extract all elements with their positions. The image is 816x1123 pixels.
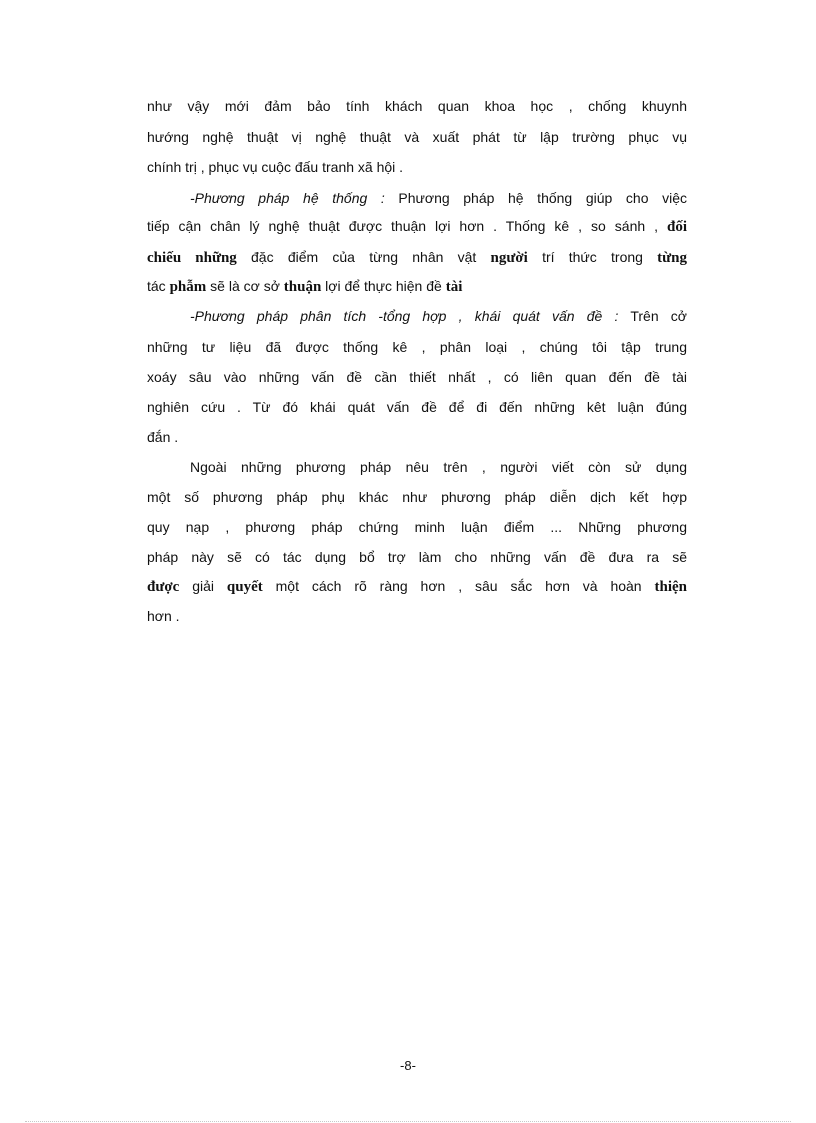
text-span: tiếp cận chân lý nghệ thuật được thuận lợi hơn . Thống kê , so sánh , — [147, 218, 659, 234]
paragraph-heading-line — [190, 188, 687, 208]
text-line: Ngoài những phương pháp nêu trên , người viết còn sử dụng — [190, 459, 687, 475]
text-line — [147, 247, 687, 268]
text-line: nghiên cứu . Từ đó khái quát vấn đề để đi đến những kêt luận đúng — [147, 399, 687, 415]
text-line: một số phương pháp phụ khác như phương pháp diễn dịch kết hợp — [147, 489, 687, 505]
text-span: lợi để thực hiện đề — [321, 278, 446, 294]
paragraph-heading-line — [190, 306, 687, 326]
method-heading: -Phương pháp hệ thống : — [190, 190, 385, 206]
bold-word: được — [147, 579, 180, 595]
text-line — [147, 576, 687, 597]
text-line: như vậy mới đảm bảo tính khách quan khoa học , chống khuynh — [147, 98, 687, 114]
text-line — [147, 216, 687, 237]
bold-word: đối — [667, 219, 688, 235]
bold-word: thiện — [654, 579, 687, 595]
method-heading: -Phương pháp phân tích -tổng hợp , khái quát vấn đề : — [190, 308, 619, 324]
text-line: hướng nghệ thuật vị nghệ thuật và xuất phát từ lập trường phục vụ — [147, 129, 687, 145]
text-line: hơn . — [147, 608, 180, 624]
bold-word: từng — [657, 250, 688, 266]
text-line: quy nạp , phương pháp chứng minh luận điểm ... Những phương — [147, 519, 687, 535]
text-span: một cách rõ ràng hơn , sâu sắc hơn và hoàn — [262, 578, 655, 594]
bold-word: chiếu những — [147, 250, 237, 266]
bold-word: quyết — [226, 579, 263, 595]
bold-word: thuận — [283, 279, 322, 295]
bold-word: tài — [445, 279, 463, 295]
text-line: chính trị , phục vụ cuộc đấu tranh xã hội . — [147, 159, 404, 175]
text-line — [147, 276, 687, 297]
text-span: trí thức trong — [527, 249, 658, 265]
page-number: -8- — [400, 1058, 416, 1073]
bold-word: phẫm — [169, 279, 207, 295]
text-span: Trên cở — [618, 308, 687, 324]
page-edge-divider — [25, 1121, 791, 1122]
text-span: tác — [147, 278, 170, 294]
text-span: đặc điểm của từng nhân vật — [236, 249, 491, 265]
text-line: những tư liệu đã được thống kê , phân loại , chúng tôi tập trung — [147, 339, 687, 355]
text-line: pháp này sẽ có tác dụng bổ trợ làm cho những vấn đề đưa ra sẽ — [147, 549, 687, 565]
text-line: đắn . — [147, 429, 179, 445]
text-line: xoáy sâu vào những vấn đề cần thiết nhất , có liên quan đến đề tài — [147, 369, 687, 385]
text-span: Phương pháp hệ thống giúp cho việc — [384, 190, 687, 206]
text-span: giải — [179, 578, 227, 594]
text-span: sẽ là cơ sở — [206, 278, 284, 294]
bold-word: người — [490, 250, 528, 266]
